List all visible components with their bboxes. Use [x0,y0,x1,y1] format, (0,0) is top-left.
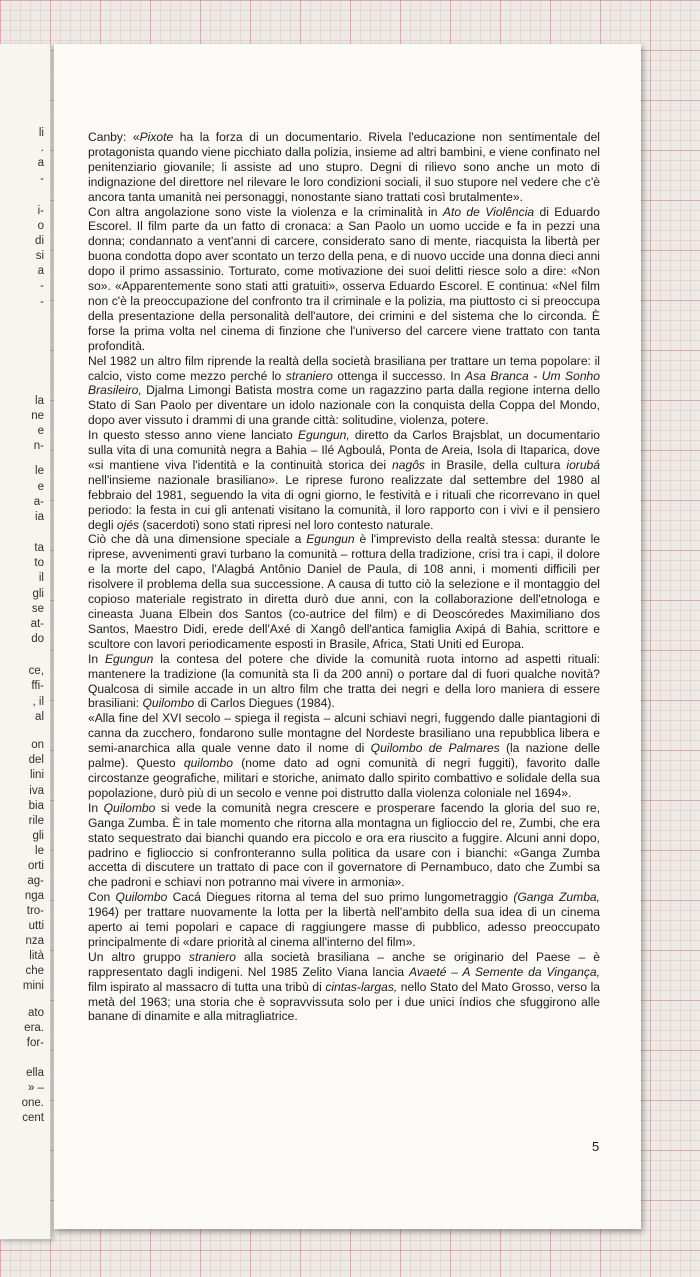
italic-run: Quilombo de Palmares [370,741,500,756]
paragraph [88,354,600,429]
left-margin-fragment: i- [37,205,44,217]
italic-run: Avaeté – A Semente da Vingança, [408,964,600,979]
left-margin-fragment: » – [28,1082,44,1094]
left-margin-fragment: le [35,465,44,477]
left-margin-fragment: n- [33,440,44,452]
paragraph [88,130,600,205]
left-margin-fragment: ella [26,1067,44,1079]
text-run: ottenga il successo. In [332,368,465,383]
left-margin-fragment: lini [29,769,44,781]
left-margin-fragment: il [38,572,44,584]
left-margin-fragment: era. [24,1022,44,1034]
left-margin-fragment: li [38,127,44,139]
paragraph [88,428,600,532]
left-margin-fragment: e [37,425,44,437]
text-run: di Eduardo Escorel. Il film parte da un fatto di cronaca: a San Paolo un uomo uccide e fa in pezzi una donna; condannato a vent'anni di carcere, considerato sano di mente, riacquista la libertà per buona condotta dopo aver scontato un terzo della pena, e di nuovo uccide una donna dieci anni dopo il primo assassinio. Torturato, come motivazione dei suoi delitti riesce solo a dire: «Non so». «Apparentemente sono stati atti gratuiti», osserva Eduardo Escorel. E continua: «Nel film non c'è la preoccupazione del confronto tra il criminale e la polizia, ma piuttosto ci si preoccupa della presentazione della personalità dell'autore, dei crimini e del sistema che lo circonda. È forse la prima volta nel cinema di finzione che l'universo del carcere viene trattato con tanta profondità. [88,204,601,353]
text-run: alla società brasiliana – anche se originario del Paese – è rappresentato dagli indigeni. Nel 1985 Zelito Viana lancia [88,949,600,979]
left-margin-fragment: ato [28,1007,44,1019]
italic-run: nagôs [392,457,425,472]
text-run: In [88,651,105,666]
left-margin-fragment: nga [24,890,44,902]
left-margin-fragment: on [31,739,44,751]
italic-run: Quilombo [115,890,168,905]
left-margin-fragment: a- [33,496,44,508]
text-run: diretto da Carlos Brajsblat, un documentario sulla vita di una comunità negra a Bahia – Ilé Agboulá, Ponta de Areia, Isola di Itaparica, dove «si mantiene viva l'identità e la continuità storica dei [88,428,600,472]
left-margin-fragment: ce, [28,665,44,677]
italic-run: Quilombo [103,800,156,815]
left-margin-fragment: one. [21,1097,44,1109]
left-margin-fragment: - [40,173,44,185]
left-margin-fragment: ta [34,542,44,554]
left-margin-fragment: rile [28,815,44,827]
paragraph [88,205,600,354]
body-text [88,130,600,1024]
italic-run: Egungun, [297,428,350,443]
left-margin-fragment: iva [29,785,44,797]
text-run: Un altro gruppo [88,949,189,964]
italic-run: straniero [188,949,236,964]
left-margin-fragment: si [35,250,44,262]
left-margin-fragment: - [40,296,44,308]
text-run: la contesa del potere che divide la comunità ruota intorno ad aspetti rituali: mantenere la tradizione (la comunità sta lì da 200 anni) o portare dal di fuori qualche novità? Qualcosa di simile accade in un altro film che tratta dei negri e della loro maniera di essere brasiliani: [88,651,600,711]
text-run: Con altra angolazione sono viste la violenza e la criminalità in [88,204,443,219]
italic-run: Pixote [139,130,174,144]
left-margin-fragment: di [35,235,44,247]
left-margin-fragment: for- [26,1037,44,1049]
italic-run: Asa Branca - Um Sonho Brasileiro, [88,368,601,398]
left-margin-fragment: ffi- [31,680,44,692]
italic-run: iorubá [566,457,601,472]
left-margin-fragment: le [35,845,44,857]
left-margin-fragment: gli [32,588,44,600]
left-margin-fragment: ne [31,410,44,422]
left-page-edge [0,44,51,1239]
italic-run: Egungun [306,532,355,547]
text-run: film ispirato al massacro di tutta una tribù di [88,979,326,994]
left-margin-fragment: del [28,754,44,766]
document-page [54,44,641,1229]
left-margin-fragment: mini [22,980,44,992]
left-margin-fragment: e [37,481,44,493]
text-run: Nel 1982 un altro film riprende la realtà della società brasiliana per trattare un tema popolare: il calcio, visto come mezzo perché lo [88,353,600,383]
paragraph [88,652,600,712]
left-margin-fragment: - [40,280,44,292]
left-margin-fragment: orti [28,860,44,872]
left-margin-fragment: utti [28,920,44,932]
paragraph [88,890,600,950]
left-margin-fragment: bia [28,800,44,812]
italic-run: straniero [285,368,333,383]
italic-run: cintas-largas, [325,979,398,994]
paragraph [88,532,600,651]
left-margin-fragment: at- [30,618,44,630]
text-run: In questo stesso anno viene lanciato [88,428,298,443]
text-run: (sacerdoti) sono stati ripresi nel loro contesto naturale. [139,517,434,532]
paragraph [88,711,600,800]
left-margin-fragment: to [34,557,44,569]
italic-run: Ato de Violência [442,204,535,219]
left-margin-fragment: nza [25,935,44,947]
left-margin-fragment: , il [32,696,44,708]
italic-run: Quilombo [142,696,195,711]
left-margin-fragment: cent [22,1112,44,1124]
left-margin-fragment: al [35,711,44,723]
left-margin-fragment: ag- [27,875,44,887]
page-number: 5 [592,1139,600,1154]
text-run: «Alla fine del XVI secolo – spiega il regista – alcuni schiavi negri, fuggendo dalle piantagioni di canna da zucchero, fondarono sulle montagne del Nordeste brasiliano una repubblica libera e semi-anarchica alla quale venne dato il nome di [88,711,600,756]
text-run: Ciò che dà una dimensione speciale a [88,532,307,547]
left-margin-fragment: . [40,142,44,154]
paragraph [88,950,600,1025]
text-run: di Carlos Diegues (1984). [194,696,335,711]
left-margin-fragment: ia [35,511,44,523]
italic-run: ojés [116,517,140,532]
text-run: ha la forza di un documentario. Rivela l'educazione non sentimentale del protagonista quando viene picchiato dalla polizia, insieme ad altri bambini, e viene confinato nel penitenziario giovanile; li assiste ad uno stupro. Degni di rilievo sono anche un moto di indignazione del direttore nel rilevare le loro condizioni sociali, il suo stupore nel vedere che c'è ancora tanta umanità nei personaggi, nonostante siano trattati così brutalmente». [88,130,600,204]
text-run: nello Stato del Mato Grosso, verso la metà del 1963; una storia che è sopravvissuta solo per i due unici índios che sfuggirono alle banane di dinamite e alla mitragliatrice. [88,979,600,1024]
text-run: nell'insieme nazionale brasiliano». Le riprese furono realizzate dal settembre del 1980 al febbraio del 1981, seguendo la vita di ogni giorno, le festività e i rituali che ricorrevano in quel periodo: la festa in cui gli antenati visitano la comunità, il loro rapporto con i vivi e il pensiero degli [88,472,600,532]
text-run: 1964) per trattare nuovamente la lotta per la libertà nell'ambito della sua idea di un cinema aperto ai temi popolari e capace di raggiungere masse di pubblico, adesso preoccupato principalmente di «dare priorità al cinema all'interno del film». [88,905,600,949]
text-run: (la nazione delle palme). Questo [88,741,600,771]
text-run: Con [88,890,116,905]
text-run: è l'imprevisto della realtà stessa: durante le riprese, avvenimenti gravi turbano la comunità – rottura della tradizione, crisi tra i capi, il dolore e la morte del capo, l'Alagbá Antônio Daniel de Paula, di 108 anni, i momenti difficili per risolvere il problema della sua successione. A causa di tutto ciò la selezione e il montaggio del copioso materiale registrato in diretta durò due anni, con la collaborazione dell'etnologa e cineasta Juana Elbein dos Santos (co-autrice del film) e di Deoscóredes Maximiliano dos Santos, Maestro Didi, erede dell'Axé di Xangô dell'antica famiglia Axipá di Bahia, scrittore e scultore con lavori periodicamente esposti in Brasile, Africa, Stati Uniti ed Europa. [88,532,600,651]
left-margin-fragment: a [37,265,44,277]
italic-run: (Ganga Zumba, [513,890,601,905]
left-margin-fragment: che [25,965,44,977]
text-run: In [88,800,104,815]
paragraph [88,801,600,890]
left-margin-fragment: se [31,603,44,615]
left-margin-fragment: do [31,633,44,645]
left-margin-fragment: la [35,395,44,407]
text-run: si vede la comunità negra crescere e prosperare facendo la gloria del suo re, Ganga Zumba. È in tale momento che ritorna alla montagna un figlioccio del re, Zumbi, che era stato sequestrato dai bianchi quando era piccolo e ora era riuscito a fuggire. Alcuni anni dopo, padrino e figlioccio si confronteranno sulla politica da usare con i bianchi: «Ganga Zumba accetta di discutere un trattato di pace con il governatore di Pernambuco, dato che Zumbi sa che padroni e schiavi non potranno mai vivere in armonia». [88,800,601,890]
left-margin-fragment: lità [29,950,44,962]
left-margin-fragment: gli [32,830,44,842]
text-run: Cacá Diegues ritorna al tema del suo primo lungometraggio [167,890,514,905]
text-run: (nome dato ad ogni comunità di negri fuggiti), favorito dalle circostanze geografiche, militari e storiche, animato dallo spirito combattivo e solidale della sua popolazione, durò più di un secolo e venne poi distrutto dalla violenza coloniale nel 1694». [88,756,600,800]
left-margin-fragment: o [37,220,44,232]
text-run: Canby: « [88,130,140,144]
left-margin-fragment: tro- [26,905,44,917]
text-run: Djalma Limongi Batista mostra come un ragazzino parta dalla regione interna dello Stato di San Paolo per diventare un idolo nazionale con la conquista della Coppa del Mondo, dopo aver vissuto i drammi di una grande città: solitudine, violenza, potere. [88,383,600,428]
left-margin-fragment: a [37,157,44,169]
text-run: in Brasile, della cultura [424,457,567,472]
italic-run: quilombo [183,756,233,771]
italic-run: Egungun [104,651,154,666]
